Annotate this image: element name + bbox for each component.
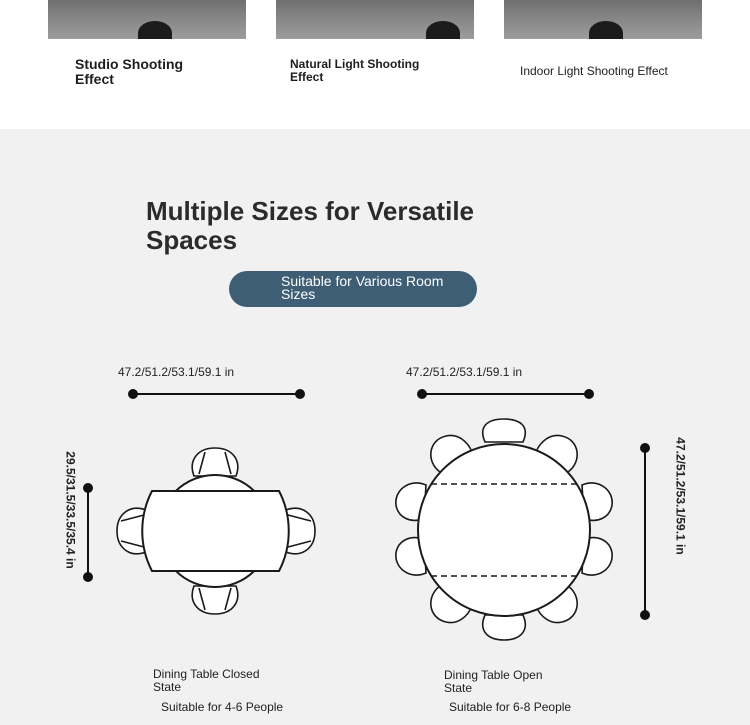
closed-state-label: Dining Table Closed State — [153, 667, 260, 694]
open-state-label: Dining Table Open State — [444, 668, 543, 695]
closed-table-drawing — [117, 448, 315, 614]
closed-chair-right — [286, 508, 315, 554]
room-sizes-badge: Suitable for Various Room Sizes — [229, 271, 477, 307]
gallery-caption-studio: Studio Shooting Effect — [75, 56, 184, 87]
open-people-label: Suitable for 6-8 People — [449, 700, 572, 714]
gallery-caption-natural: Natural Light Shooting Effect — [290, 57, 420, 84]
closed-chair-bottom — [192, 586, 238, 614]
closed-depth-dimension-line — [84, 484, 93, 582]
open-chair-bottom — [483, 615, 526, 640]
closed-people-label: Suitable for 4-6 People — [161, 700, 284, 714]
open-depth-dimension-line — [641, 444, 650, 620]
open-depth-label: 47.2/51.2/53.1/59.1 in — [673, 437, 688, 555]
gallery-caption-indoor: Indoor Light Shooting Effect — [520, 64, 668, 78]
open-chair-top — [483, 419, 526, 442]
open-table-drawing — [396, 419, 612, 640]
closed-depth-label: 29.5/31.5/33.5/35.4 in — [63, 451, 78, 569]
closed-chair-top — [192, 448, 238, 476]
section-title: Multiple Sizes for Versatile Spaces — [146, 196, 474, 255]
open-width-label: 47.2/51.2/53.1/59.1 in — [406, 365, 523, 379]
open-width-dimension-line — [418, 390, 594, 399]
closed-width-label: 47.2/51.2/53.1/59.1 in — [118, 365, 235, 379]
closed-width-dimension-line — [129, 390, 305, 399]
